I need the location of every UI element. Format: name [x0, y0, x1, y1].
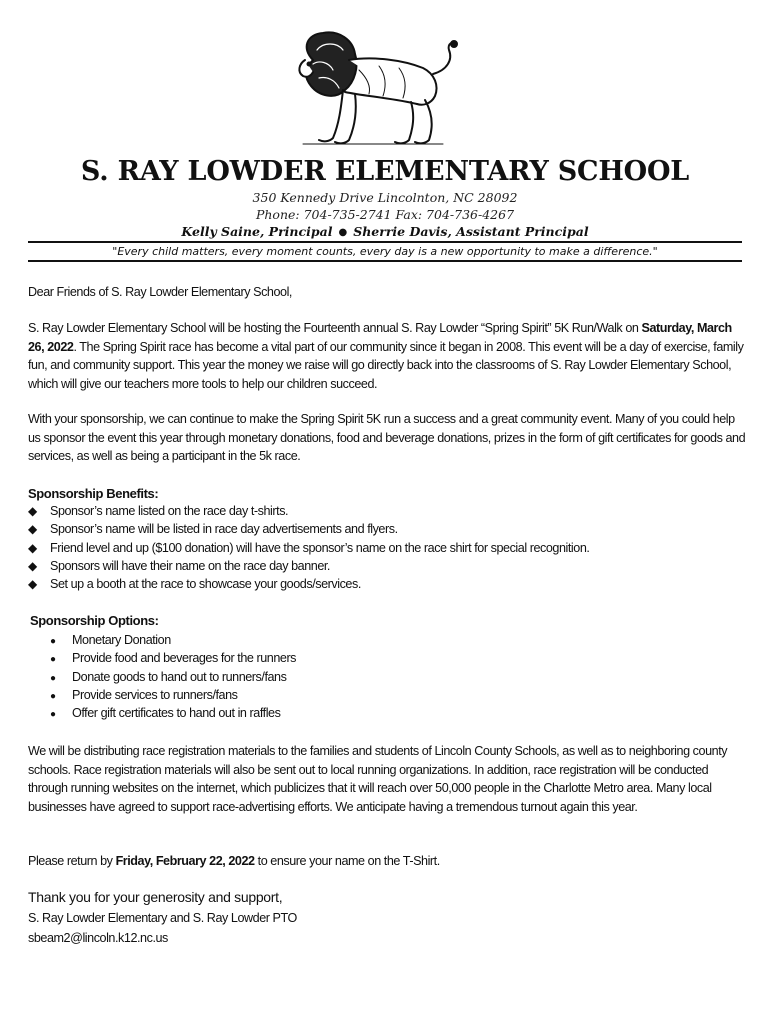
paragraph-deadline — [28, 852, 748, 871]
assistant-principal-name: Sherrie Davis, Assistant Principal — [353, 224, 589, 239]
bullet-icon: ● — [50, 709, 56, 721]
separator-dot: ● — [338, 227, 348, 238]
bullet-icon: ● — [50, 636, 56, 647]
list-item — [28, 520, 589, 538]
benefits-heading: Sponsorship Benefits: — [28, 486, 159, 501]
benefit-text: Friend level and up ($100 donation) will have the sponsor’s name on the race shirt for special recognition. — [50, 540, 590, 555]
deadline-date: Friday, February 22, 2022 — [115, 854, 255, 868]
benefit-text: Sponsor’s name listed on the race day t-shirts. — [50, 504, 289, 518]
list-item — [50, 686, 296, 704]
paragraph-sponsorship: With your sponsorship, we can continue to make the Spring Spirit 5K run a success and a great community event. Many of you could help us sponsor the event this year through monetary donations, food and beverage donations, prizes in the form of gift certificates for goods and services, as well as being a participant in the 5k race. — [28, 412, 746, 464]
principal-name: Kelly Saine, Principal — [181, 224, 333, 239]
benefit-text: Sponsors will have their name on the race day banner. — [50, 558, 330, 573]
list-item — [28, 575, 589, 593]
school-phone-fax: Phone: 704-735-2741 Fax: 704-736-4267 — [255, 207, 515, 222]
intro-text-start: S. Ray Lowder Elementary School will be hosting the Fourteenth annual S. Ray Lowder “Spring Spirit” 5K Run/Walk on — [28, 321, 642, 335]
school-address: 350 Kennedy Drive Lincolnton, NC 28092 — [252, 190, 518, 205]
options-heading: Sponsorship Options: — [30, 613, 159, 628]
diamond-bullet-icon: ◆ — [28, 540, 37, 555]
list-item — [50, 649, 296, 667]
benefit-text: Sponsor’s name will be listed in race day advertisements and flyers. — [50, 522, 398, 537]
bullet-icon: ● — [50, 654, 56, 666]
benefits-list — [28, 502, 589, 593]
school-name: S. RAY LOWDER ELEMENTARY SCHOOL — [80, 156, 690, 187]
race-date: Saturday, March 26, 2022 — [28, 321, 732, 354]
list-item — [50, 668, 296, 686]
list-item — [50, 704, 296, 722]
bullet-icon: ● — [50, 690, 56, 702]
list-item — [50, 631, 296, 649]
benefit-text: Set up a booth at the race to showcase your goods/services. — [50, 577, 361, 592]
options-list — [50, 631, 296, 722]
option-text: Monetary Donation — [72, 633, 171, 647]
diamond-bullet-icon: ◆ — [28, 504, 37, 518]
principals-line — [0, 224, 770, 239]
list-item — [28, 502, 589, 520]
closing-line: Thank you for your generosity and support, — [28, 889, 283, 905]
list-item — [28, 557, 589, 575]
paragraph-intro — [28, 319, 748, 393]
greeting: Dear Friends of S. Ray Lowder Elementary School, — [28, 285, 292, 299]
option-text: Provide services to runners/fans — [72, 687, 238, 702]
diamond-bullet-icon: ◆ — [28, 577, 37, 592]
list-item — [28, 539, 589, 557]
bullet-icon: ● — [50, 672, 56, 684]
deadline-text-end: to ensure your name on the T-Shirt. — [254, 854, 440, 868]
option-text: Offer gift certificates to hand out in raffles — [72, 706, 281, 721]
option-text: Provide food and beverages for the runners — [72, 651, 297, 666]
lion-icon — [283, 30, 458, 150]
signature: S. Ray Lowder Elementary and S. Ray Lowder PTO — [28, 911, 297, 925]
school-motto: "Every child matters, every moment counts, every day is a new opportunity to make a difference." — [28, 241, 742, 262]
diamond-bullet-icon: ◆ — [28, 558, 37, 573]
contact-email[interactable]: sbeam2@lincoln.k12.nc.us — [28, 931, 168, 945]
deadline-text-start: Please return by — [28, 854, 116, 868]
intro-text-end: . The Spring Spirit race has become a vital part of our community since it began in 2008. This event will be a day of exercise, family fun, and community support. This year the money we raise will go directly back into the classrooms of S. Ray Lowder Elementary School, which will give our teachers more tools to help our children succeed. — [28, 339, 744, 391]
option-text: Donate goods to hand out to runners/fans — [72, 669, 287, 684]
paragraph-distribution: We will be distributing race registration materials to the families and students of Lincoln County Schools, as well as to neighboring county schools. Race registration materials will also be sent out to local running organizations. In addition, race registration will be conducted through running websites on the internet, which publicizes that it will reach over 50,000 people in the Charlotte Metro area. Many local businesses have agreed to support race-advertising efforts. We anticipate having a tremendous turnout again this year. — [28, 744, 728, 814]
diamond-bullet-icon: ◆ — [28, 522, 37, 537]
